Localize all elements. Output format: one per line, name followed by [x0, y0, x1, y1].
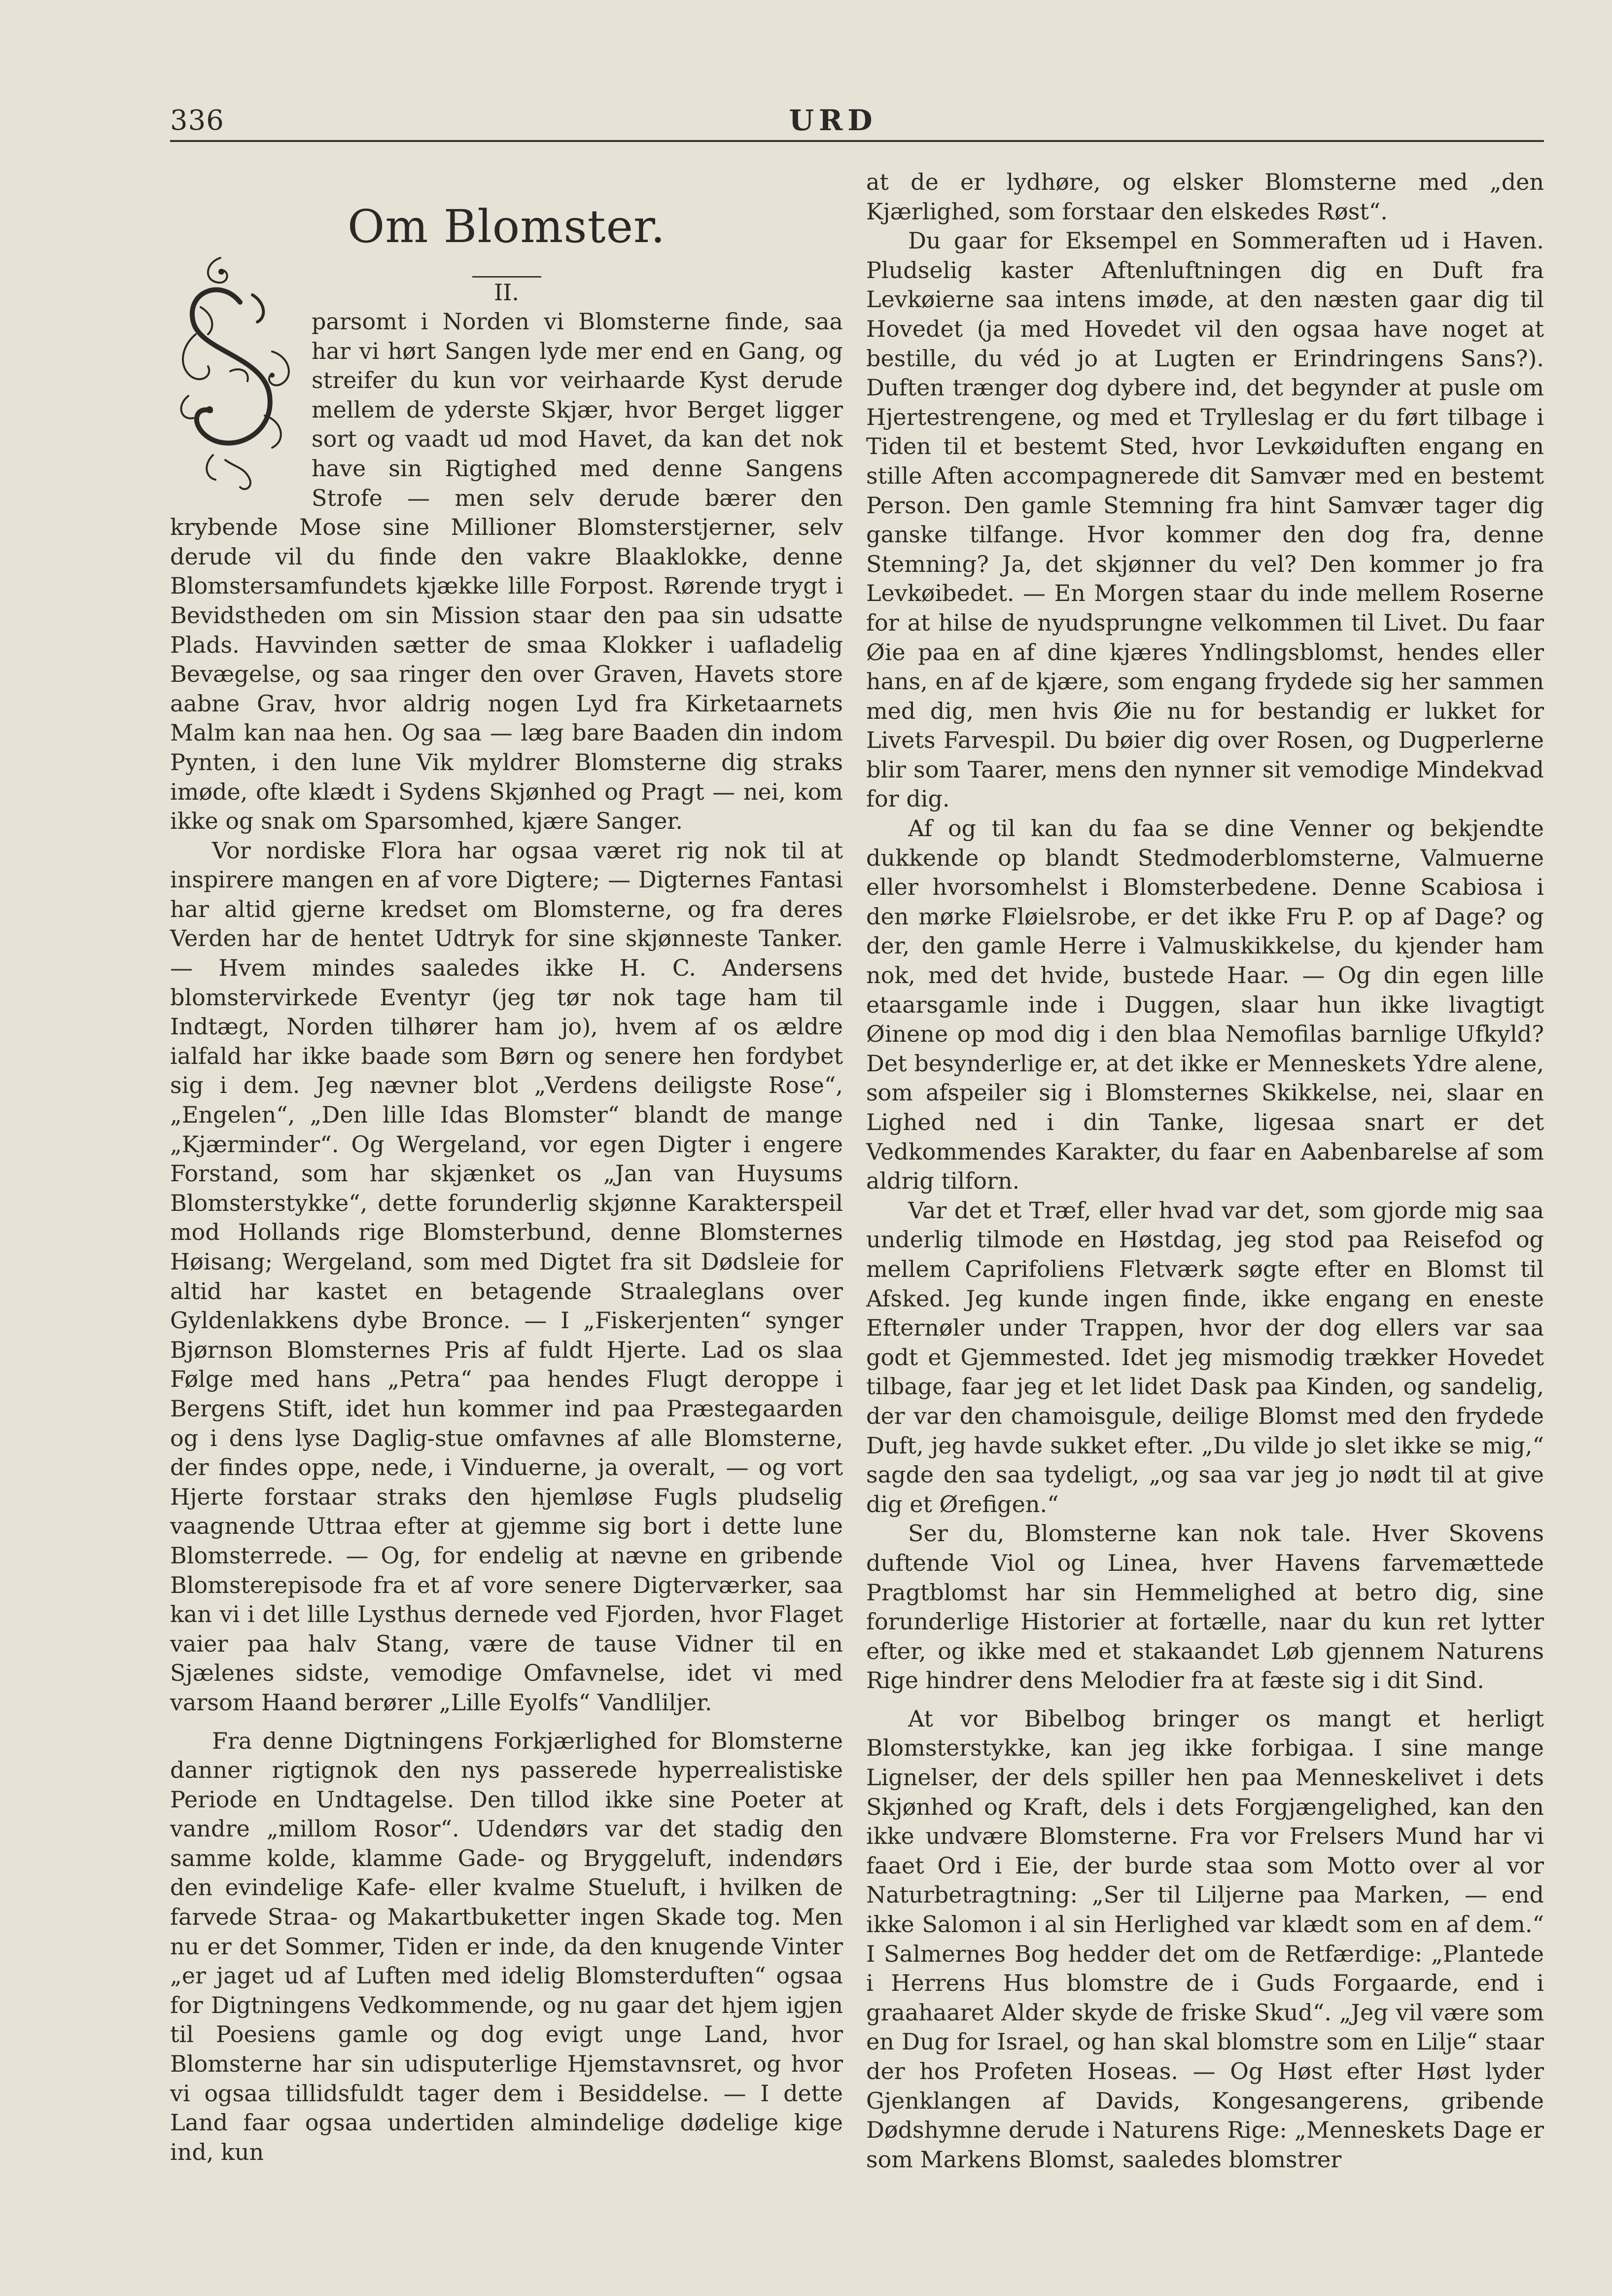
ornamental-initial — [166, 248, 302, 495]
page-number: 336 — [170, 105, 224, 137]
journal-title: URD — [789, 104, 877, 137]
paragraph-8: Ser du, Blomsterne kan nok tale. Hver Skovens duftende Viol og Linea, hver Havens farvemættede Pragtblomst har sin Hemmelighed at betro dig, sine forunderlige Historier at fortælle, naar du kun ret lytter efter, og ikke med et stakaandet Løb gjennem Naturens Rige hindrer dens Melodier fra at fæste sig i dit Sind. — [866, 1520, 1544, 1694]
left-column — [170, 197, 843, 2167]
article-title: Om Blomster. — [347, 200, 666, 253]
paragraph-1-text: parsomt i Norden vi Blomsterne finde, saa har vi hørt Sangen lyde mer end en Gang, og streifer du kun vor veirhaarde Kyst derude mellem de yderste Skjær, hvor Berget ligger sort og vaadt ud mod Havet, da kan det nok have sin Rigtighed med denne Sangens Strofe — men selv derude bærer den krybende Mose sine Millioner Blomsterstjerner, selv derude vil du finde den vakre Blaaklokke, denne Blomstersamfundets kjække lille Forpost. Rørende trygt i Bevidstheden om sin Mission staar den paa sin udsatte Plads. Havvinden sætter de smaa Klokker i uafladelig Bevægelse, og saa ringer den over Graven, Havets store aabne Grav, hvor aldrig nogen Lyd fra Kirketaarnets Malm kan naa hen. Og saa — læg bare Baaden din indom Pynten, i den lune Vik myldrer Blomsterne dig straks imøde, ofte klædt i Sydens Skjønhed og Pragt — nei, kom ikke og snak om Sparsomhed, kjære Sanger. — [170, 308, 843, 835]
section-number: II. — [494, 279, 519, 306]
paragraph-9: At vor Bibelbog bringer os mangt et herligt Blomsterstykke, kan jeg ikke forbigaa. I sine mange Lignelser, der dels spiller hen paa Menneskelivet i dets Skjønhed og Kraft, dels i dets Forgjængelighed, kan den ikke undvære Blomsterne. Fra vor Frelsers Mund har vi faaet Ord i Eie, der burde staa som Motto over al vor Naturbetragtning: „Ser til Liljerne paa Marken, — end ikke Salomon i al sin Herlighed var klædt som en af dem.“ I Salmernes Bog hedder det om de Retfærdige: „Plantede i Herrens Hus blomstre de i Guds Forgaarde, end i graahaaret Alder skyde de friske Skud“. „Jeg vil være som en Dug for Israel, og han skal blomstre som en Lilje“ staar der hos Profeten Hoseas. — Og Høst efter Høst lyder Gjenklangen af Davids, Kongesangerens, gribende Dødshymne derude i Naturens Rige: „Menneskets Dage er som Markens Blomst, saaledes blomstrer — [866, 1705, 1544, 2173]
right-column — [866, 168, 1544, 2174]
paragraph-5: Du gaar for Eksempel en Sommeraften ud i Haven. Pludselig kaster Aftenluftningen dig en Duft fra Levkøierne saa intens imøde, at den næsten gaar dig til Hovedet (ja med Hovedet vil den ogsaa have noget at bestille, du véd jo at Lugten er Erindringens Sans?). Duften trænger dog dybere ind, det begynder at pusle om Hjertestrengene, og med et Trylleslag er du ført tilbage i Tiden til et bestemt Sted, hvor Levkøiduften engang en stille Aften accompagnerede dit Samvær med en bestemt Person. Den gamle Stemning fra hint Samvær tager dig ganske tilfange. Hvor kommer den dog fra, denne Stemning? Ja, det skjønner du vel? Den kommer jo fra Levkøibedet. — En Morgen staar du inde mellem Roserne for at hilse de nyudsprungne velkommen til Livet. Du faar Øie paa en af dine kjæres Yndlingsblomst, hendes eller hans, en af de kjære, som engang frydede sig her sammen med dig, men hvis Øie nu for bestandig er lukket for Livets Farvespil. Du bøier dig over Rosen, og Dugperlerne blir som Taarer, mens den nynner sit vemodige Mindekvad for dig. — [866, 227, 1544, 812]
paragraph-2: Vor nordiske Flora har ogsaa været rig nok til at inspirere mangen en af vore Digtere; — Digternes Fantasi har altid gjerne kredset om Blomsterne, og fra deres Verden har de hentet Udtryk for sine skjønneste Tanker. — Hvem mindes saaledes ikke H. C. Andersens blomstervirkede Eventyr (jeg tør nok tage ham til Indtægt, Norden tilhører ham jo), hvem af os ældre ialfald har ikke baade som Børn og senere hen fordybet sig i dem. Jeg nævner blot „Verdens deiligste Rose“, „Engelen“, „Den lille Idas Blomster“ blandt de mange „Kjærminder“. Og Wergeland, vor egen Digter i engere Forstand, som har skjænket os „Jan van Huysums Blomsterstykke“, dette forunderlig skjønne Karakterspeil mod Hollands rige Blomsterbund, denne Blomsternes Høisang; Wergeland, som med Digtet fra sit Dødsleie for altid har kastet en betagende Straaleglans over Gyldenlakkens dybe Bronce. — I „Fiskerjenten“ synger Bjørnson Blomsternes Pris af fuldt Hjerte. Lad os slaa Følge med hans „Petra“ paa hendes Flugt deroppe i Bergens Stift, idet hun kommer ind paa Præstegaarden og i dens lyse Daglig-stue omfavnes af alle Blomsterne, der findes oppe, nede, i Vinduerne, ja overalt, — og vort Hjerte forstaar straks den hjemløse Fugls pludselig vaagnende Uttraa efter at gjemme sig bort i dette lune Blomsterrede. — Og, for endelig at nævne en gribende Blomsterepisode fra et af vore senere Digterværker, saa kan vi i det lille Lysthus dernede ved Fjorden, hvor Flaget vaier paa halv Stang, være de tause Vidner til en Sjælenes sidste, vemodige Omfavnelse, idet vi med varsom Haand berører „Lille Eyolfs“ Vandliljer. — [170, 837, 843, 1716]
paragraph-6: Af og til kan du faa se dine Venner og bekjendte dukkende op blandt Stedmoderblomsterne, Valmuerne eller hvorsomhelst i Blomsterbedene. Denne Scabiosa i den mørke Fløielsrobe, er det ikke Fru P. op af Dage? og der, den gamle Herre i Valmuskikkelse, du kjender ham nok, med det hvide, bustede Haar. — Og din egen lille etaarsgamle inde i Duggen, slaar hun ikke livagtigt Øinene op mod dig i den blaa Nemofilas barnlige Ufkyld? Det besynderlige er, at det ikke er Menneskets Ydre alene, som afspeiler sig i Blomsternes Skikkelse, nei, slaar en Lighed ned i din Tanke, ligesaa snart er det Vedkommendes Karakter, du faar en Aabenbarelse af som aldrig tilforn. — [866, 815, 1544, 1195]
paragraph-1 — [170, 307, 843, 836]
paragraph-4: at de er lydhøre, og elsker Blomsterne med „den Kjærlighed, som forstaar den elskedes Røst“. — [866, 169, 1544, 225]
paragraph-7: Var det et Træf, eller hvad var det, som gjorde mig saa underlig tilmode en Høstdag, jeg stod paa Reisefod og mellem Caprifoliens Fletværk søgte efter en Blomst til Afsked. Jeg kunde ingen finde, ikke engang en eneste Efternøler under Trappen, hvor der dog ellers var saa godt et Gjemmested. Idet jeg mismodig trækker Hovedet tilbage, faar jeg et let lidet Dask paa Kinden, og sandelig, der var den chamoisgule, deilige Blomst med den frydede Duft, jeg havde sukket efter. „Du vilde jo slet ikke se mig,“ sagde den saa tydeligt, „og saa var jeg jo nødt til at give dig et Ørefigen.“ — [866, 1197, 1544, 1518]
ornamental-initial-s-icon — [166, 248, 302, 495]
header-rule — [170, 140, 1544, 142]
paragraph-3: Fra denne Digtningens Forkjærlighed for Blomsterne danner rigtignok den nys passerede hyperrealistiske Periode en Undtagelse. Den tillod ikke sine Poeter at vandre „millom Rosor“. Udendørs var det stadig den samme kolde, klamme Gade- og Bryggeluft, indendørs den evindelige Kafe- eller kvalme Stueluft, i hvilken de farvede Straa- og Makartbuketter ingen Skade tog. Men nu er det Sommer, Tiden er inde, da den knugende Vinter „er jaget ud af Luften med idelig Blomsterduften“ ogsaa for Digtningens Vedkommende, og nu gaar det hjem igjen til Poesiens gamle og dog evigt unge Land, hvor Blomsterne har sin udisputerlige Hjemstavnsret, og hvor vi ogsaa tillidsfuldt tager dem i Besiddelse. — I dette Land faar ogsaa undertiden almindelige dødelige kige ind, kun — [170, 1727, 843, 2165]
